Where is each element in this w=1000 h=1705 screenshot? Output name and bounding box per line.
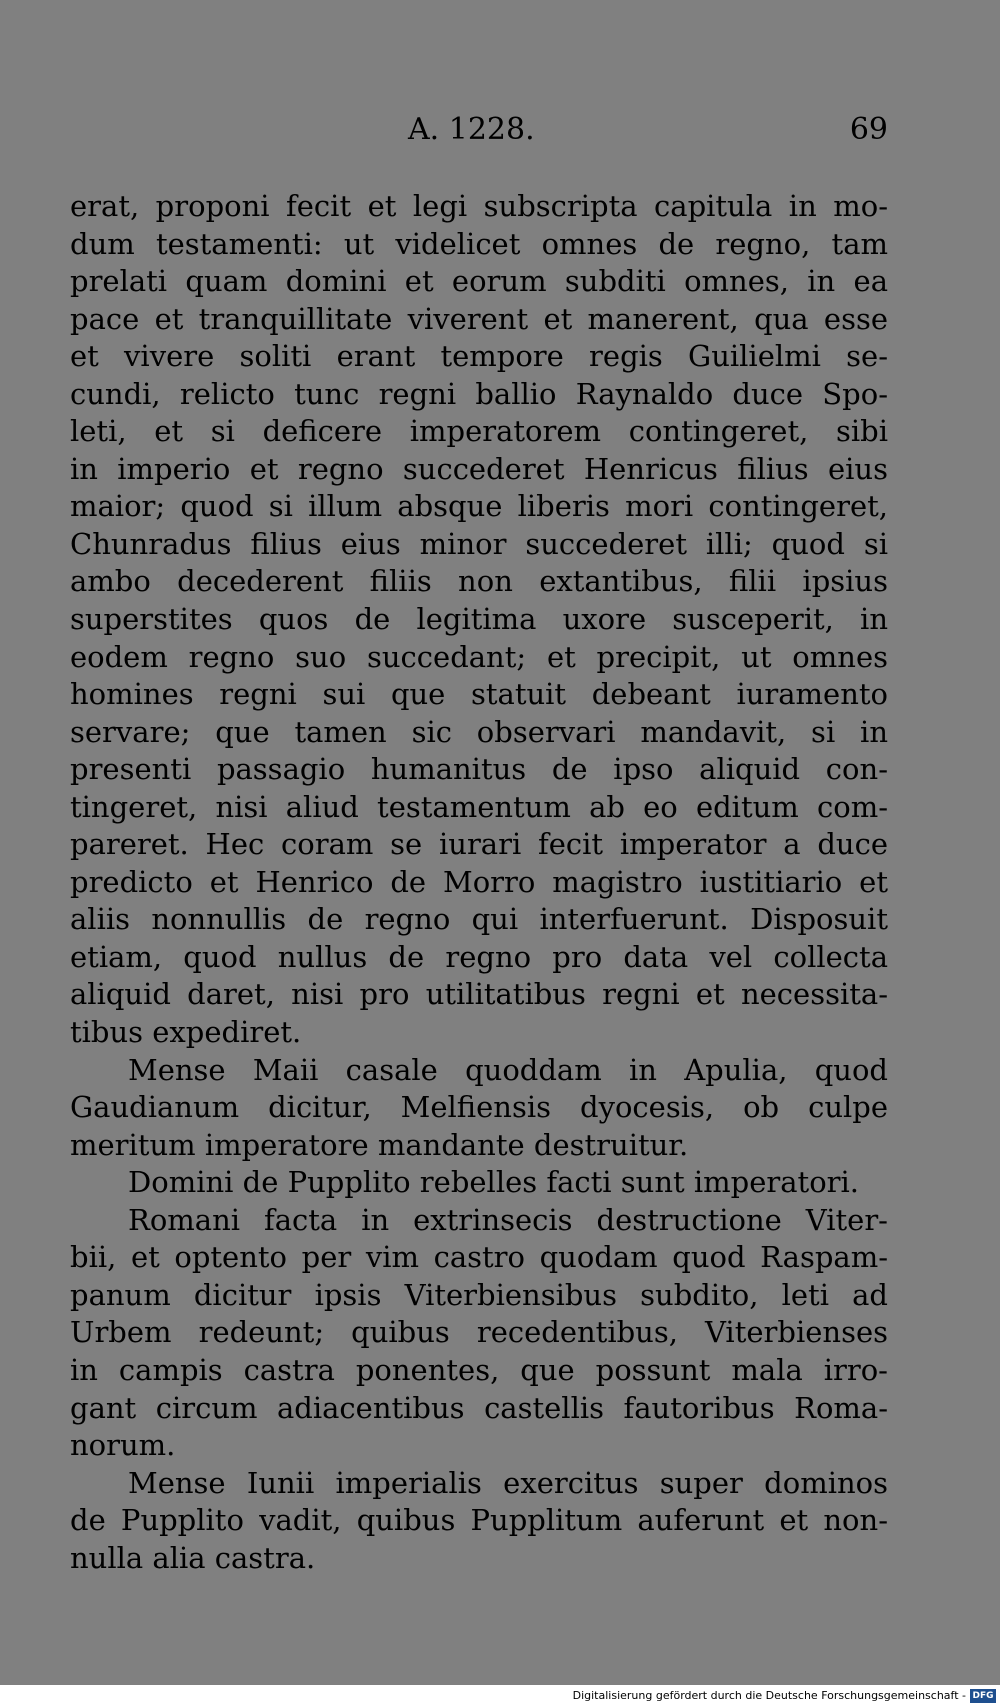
text-line: de Pupplito vadit, quibus Pupplitum auferunt et non-: [70, 1503, 888, 1538]
text-line: maior; quod si illum absque liberis mori contingeret,: [70, 489, 888, 524]
text-line: in campis castra ponentes, que possunt mala irro-: [70, 1352, 888, 1387]
paragraph: [70, 1052, 888, 1165]
paragraph: [70, 188, 888, 1052]
text-line: servare; que tamen sic observari mandavit, si in: [70, 714, 888, 749]
text-line: Mense Maii casale quoddam in Apulia, quod: [128, 1052, 888, 1087]
text-line: homines regni sui que statuit debeant iuramento: [70, 677, 888, 712]
dfg-logo: DFG: [970, 1689, 996, 1703]
text-line: bii, et optento per vim castro quodam quod Raspam-: [70, 1240, 888, 1275]
text-body: [70, 188, 888, 1577]
footer-credit: Digitalisierung gefördert durch die Deutsche Forschungsgemeinschaft -: [572, 1689, 966, 1702]
text-line: nulla alia castra.: [70, 1540, 316, 1575]
text-line: in imperio et regno succederet Henricus filius eius: [70, 451, 888, 486]
text-line: et vivere soliti erant tempore regis Guilielmi se-: [70, 339, 888, 374]
text-line: presenti passagio humanitus de ipso aliquid con-: [70, 752, 888, 787]
text-line: tibus expediret.: [70, 1015, 302, 1050]
paragraph: [70, 1164, 888, 1202]
text-line: meritum imperatore mandante destruitur.: [70, 1127, 689, 1162]
text-line: Domini de Pupplito rebelles facti sunt imperatori.: [128, 1165, 860, 1200]
text-line: prelati quam domini et eorum subditi omnes, in ea: [70, 264, 888, 299]
text-line: Gaudianum dicitur, Melfiensis dyocesis, ob culpe: [70, 1090, 888, 1125]
text-line: Romani facta in extrinsecis destructione Viter-: [128, 1202, 888, 1237]
text-line: leti, et si deficere imperatorem contingeret, sibi: [70, 414, 888, 449]
text-line: dum testamenti: ut videlicet omnes de regno, tam: [70, 226, 888, 261]
text-line: erat, proponi fecit et legi subscripta capitula in mo-: [70, 189, 888, 223]
text-line: etiam, quod nullus de regno pro data vel collecta: [70, 939, 888, 974]
text-line: pace et tranquillitate viverent et manerent, qua esse: [70, 301, 888, 336]
text-line: norum.: [70, 1428, 176, 1463]
text-line: tingeret, nisi aliud testamentum ab eo editum com-: [70, 789, 888, 824]
page-number: 69: [849, 112, 888, 147]
text-line: Mense Iunii imperialis exercitus super dominos: [128, 1465, 888, 1500]
page-header: [70, 112, 888, 152]
text-line: cundi, relicto tunc regni ballio Raynaldo duce Spo-: [70, 376, 888, 411]
text-line: pareret. Hec coram se iurari fecit imperator a duce: [70, 827, 888, 862]
text-line: Urbem redeunt; quibus recedentibus, Viterbienses: [70, 1315, 888, 1350]
text-line: eodem regno suo succedant; et precipit, ut omnes: [70, 639, 888, 674]
footer: [0, 1685, 1000, 1705]
text-line: predicto et Henrico de Morro magistro iustitiario et: [70, 864, 888, 899]
text-line: panum dicitur ipsis Viterbiensibus subdito, leti ad: [70, 1277, 888, 1312]
text-line: aliquid daret, nisi pro utilitatibus regni et necessita-: [70, 977, 888, 1012]
text-line: aliis nonnullis de regno qui interfuerunt. Disposuit: [70, 902, 888, 937]
text-line: Chunradus filius eius minor succederet illi; quod si: [70, 526, 888, 561]
text-line: ambo decederent filiis non extantibus, filii ipsius: [70, 564, 888, 599]
text-line: gant circum adiacentibus castellis fautoribus Roma-: [70, 1390, 888, 1425]
paragraph: [70, 1202, 888, 1465]
text-line: superstites quos de legitima uxore susceperit, in: [70, 602, 888, 637]
running-head: A. 1228.: [408, 112, 535, 147]
paragraph: [70, 1465, 888, 1578]
